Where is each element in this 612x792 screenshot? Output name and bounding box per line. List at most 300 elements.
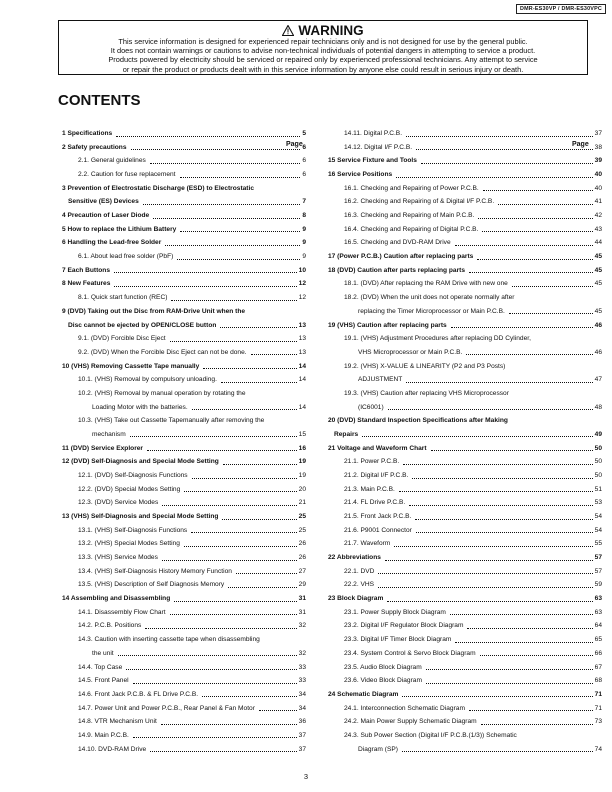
toc-dot-leader [416,148,593,150]
toc-entry-page: 64 [594,622,602,630]
page-number: 3 [303,772,309,781]
toc-dot-leader [126,668,296,670]
toc-entry[interactable] [92,648,306,659]
toc-entry-title: mechanism [92,430,126,438]
toc-dot-leader [378,572,592,574]
toc-entry-title: 24 Schematic Diagram [328,690,399,698]
toc-dot-leader [223,463,297,465]
toc-entry-title: 13.2. (VHS) Special Modes Setting [78,540,180,548]
toc-entry-title: 15 Service Fixture and Tools [328,157,417,165]
toc-entry[interactable] [92,429,306,440]
toc-entry[interactable] [344,579,602,590]
toc-entry-page: 26 [298,540,306,548]
toc-entry[interactable] [78,730,306,741]
toc-entry-page: 9 [302,225,306,233]
toc-entry[interactable] [328,320,602,331]
toc-dot-leader [406,135,593,137]
toc-entry[interactable] [344,675,602,686]
right-page-column-header: Page [572,141,589,148]
toc-entry[interactable] [328,443,602,454]
toc-entry-title: 18.2. (DVD) When the unit does not operate normally after [344,294,515,302]
toc-entry-page: 27 [298,567,306,575]
toc-dot-leader [162,504,296,506]
toc-entry-page: 37 [298,745,306,753]
toc-entry-title: 22 Abbreviations [328,554,381,562]
toc-entry[interactable] [78,634,306,645]
toc-entry-page: 67 [594,663,602,671]
toc-entry[interactable] [344,128,602,139]
toc-entry-title: 8 New Features [62,280,111,288]
toc-dot-leader [222,518,296,520]
toc-entry[interactable] [344,292,602,303]
toc-entry-page: 9 [302,239,306,247]
toc-entry-title: 16.4. Checking and Repairing of Digital P.C.B. [344,225,479,233]
toc-entry-title: 14.5. Front Panel [78,677,129,685]
toc-entry[interactable] [344,511,602,522]
toc-entry-page: 13 [298,348,306,356]
toc-dot-leader [147,449,297,451]
toc-entry-title: 16.2. Checking and Repairing of & Digital I/F P.C.B. [344,198,495,206]
toc-dot-leader [116,135,300,137]
toc-entry-title: 16 Service Positions [328,171,393,179]
toc-dot-leader [131,148,301,150]
toc-dot-leader [192,477,297,479]
toc-entry-title: 21.3. Main P.C.B. [344,485,395,493]
toc-entry-title: 6.1. About lead free solder (PbF) [78,253,174,261]
toc-entry[interactable] [78,716,306,727]
toc-entry-page: 68 [594,677,602,685]
toc-dot-leader [450,613,593,615]
toc-entry[interactable] [78,169,306,180]
toc-dot-leader [455,641,592,643]
toc-entry-title: Disc cannot be ejected by OPEN/CLOSE button [68,321,217,329]
toc-entry[interactable] [78,675,306,686]
toc-entry-page: 31 [298,608,306,616]
toc-dot-leader [259,709,297,711]
toc-entry-page: 71 [594,704,602,712]
toc-dot-leader [409,504,592,506]
toc-entry-title: 13.3. (VHS) Service Modes [78,554,158,562]
toc-entry-title: 10.3. (VHS) Take out Cassette Tapemanually after removing the [78,417,265,425]
toc-dot-leader [509,312,593,314]
toc-entry-page: 6 [302,171,306,179]
toc-entry-title: 23.5. Audio Block Diagram [344,663,422,671]
toc-entry[interactable] [344,525,602,536]
toc-entry-page: 45 [594,280,602,288]
toc-entry[interactable] [344,662,602,673]
toc-dot-leader [477,258,592,260]
toc-entry[interactable] [62,511,306,522]
toc-entry[interactable] [358,306,602,317]
toc-dot-leader [402,750,593,752]
toc-entry[interactable] [334,429,602,440]
toc-entry-page: 40 [594,171,602,179]
toc-entry[interactable] [358,347,602,358]
toc-entry-title: 10.1. (VHS) Removal by compulsory unloading. [78,376,217,384]
toc-entry[interactable] [68,196,306,207]
toc-entry-title: 18.1. (DVD) After replacing the RAM Drive with new one [344,280,508,288]
toc-entry-title: 14.12. Digital I/F P.C.B. [344,143,413,151]
toc-entry-title: 24.2. Main Power Supply Schematic Diagram [344,718,477,726]
toc-entry-page: 66 [594,649,602,657]
toc-entry-page: 46 [594,348,602,356]
toc-entry[interactable] [358,744,602,755]
toc-entry-title: 9.2. (DVD) When the Forcible Disc Eject can not be done. [78,348,247,356]
toc-entry[interactable] [328,169,602,180]
toc-dot-leader [469,709,593,711]
toc-entry[interactable] [78,620,306,631]
model-number-label: DMR-ES30VP / DMR-ES30VPC [516,4,606,14]
toc-entry[interactable] [344,538,602,549]
toc-entry-page: 19 [298,472,306,479]
toc-entry-page: 57 [594,567,602,575]
toc-dot-leader [165,244,300,246]
toc-entry-title: 7 Each Buttons [62,266,110,274]
toc-entry[interactable] [62,237,306,248]
toc-entry[interactable] [344,224,602,235]
toc-entry-page: 39 [594,157,602,165]
toc-entry-page: 32 [298,649,306,657]
toc-entry-page: 20 [298,485,306,493]
toc-dot-leader [406,381,592,383]
toc-dot-leader [415,518,592,520]
toc-entry-page: 74 [594,745,602,753]
toc-dot-leader [451,326,593,328]
toc-entry[interactable] [344,278,602,289]
toc-entry-page: 34 [298,690,306,698]
toc-dot-leader [184,490,296,492]
toc-entry[interactable] [78,497,306,508]
toc-entry-title: 14.2. P.C.B. Positions [78,622,142,630]
toc-dot-leader [403,463,592,465]
toc-entry[interactable] [78,607,306,618]
toc-entry-page: 12 [298,280,306,288]
toc-entry-title: 12.2. (DVD) Special Modes Setting [78,485,181,493]
toc-entry-title: 22.1. DVD [344,567,375,575]
toc-entry-page: 53 [594,499,602,507]
toc-dot-leader [478,217,592,219]
toc-entry-title: 2 Safety precautions [62,143,127,151]
toc-dot-leader [114,271,297,273]
toc-dot-leader [402,695,592,697]
toc-entry[interactable] [328,251,602,262]
toc-dot-leader [469,271,593,273]
toc-dot-leader [228,586,296,588]
toc-dot-leader [180,230,300,232]
toc-entry-title: 13.5. (VHS) Description of Self Diagnosis Memory [78,581,225,589]
toc-entry[interactable] [78,388,306,399]
toc-entry-page: 71 [594,690,602,698]
toc-entry-title: 19.3. (VHS) Caution after replacing VHS Microprocessor [344,389,509,397]
toc-entry[interactable] [344,497,602,508]
toc-dot-leader [251,353,297,355]
toc-entry-title: Sensitive (ES) Devices [68,198,139,206]
toc-entry-title: 8.1. Quick start function (REC) [78,294,168,302]
toc-entry[interactable] [78,333,306,344]
toc-dot-leader [396,176,593,178]
toc-entry-title: 12.3. (DVD) Service Modes [78,499,159,507]
warning-line-3: Products powered by electricity should be serviced or repaired only by experienced professional technicians. Any attempt to service [108,55,538,65]
toc-entry-page: 25 [298,526,306,534]
toc-entry-page: 50 [594,472,602,479]
toc-entry[interactable] [78,470,306,481]
toc-entry-title: 11 (DVD) Service Explorer [62,444,143,452]
toc-entry-page: 32 [298,622,306,630]
toc-entry-page: 14 [298,362,306,370]
toc-dot-leader [236,572,297,574]
toc-entry-title: 14.4. Top Case [78,663,123,671]
toc-entry[interactable] [344,388,602,399]
toc-entry-page: 41 [594,198,602,206]
toc-entry-title: 19.2. (VHS) X-VALUE & LINEARITY (P2 and P3 Posts) [344,362,506,370]
toc-entry-title: 21.5. Front Jack P.C.B. [344,513,412,521]
toc-entry[interactable] [78,484,306,495]
toc-entry[interactable] [62,183,306,194]
toc-entry-title: 23.1. Power Supply Block Diagram [344,608,446,616]
toc-entry[interactable] [78,155,306,166]
toc-entry-page: 29 [298,581,306,589]
toc-entry-title: 2.1. General guidelines [78,157,146,165]
warning-box [58,20,588,75]
toc-entry[interactable] [344,607,602,618]
contents-heading: CONTENTS [58,92,141,109]
toc-entry[interactable] [358,374,602,385]
toc-entry-title: 24.1. Interconnection Schematic Diagram [344,704,465,712]
toc-entry[interactable] [344,333,602,344]
toc-entry[interactable] [328,593,602,604]
toc-entry[interactable] [78,251,306,262]
toc-entry[interactable] [344,648,602,659]
toc-entry-page: 73 [594,718,602,726]
toc-dot-leader [174,600,296,602]
toc-entry-title: 14.6. Front Jack P.C.B. & FL Drive P.C.B. [78,690,199,698]
toc-entry[interactable] [78,538,306,549]
toc-dot-leader [480,654,593,656]
toc-entry[interactable] [328,552,602,563]
toc-entry-page: 46 [594,321,602,329]
toc-entry-title: 22.2. VHS [344,581,375,589]
toc-entry-page: 49 [594,430,602,438]
toc-entry[interactable] [62,224,306,235]
toc-entry[interactable] [78,292,306,303]
toc-entry[interactable] [62,265,306,276]
toc-entry[interactable] [62,306,306,317]
toc-entry-page: 12 [298,294,306,302]
toc-dot-leader [133,736,297,738]
toc-entry[interactable] [78,347,306,358]
toc-entry-page: 45 [594,266,602,274]
toc-dot-leader [203,367,296,369]
toc-entry[interactable] [62,128,306,139]
toc-entry-page: 19 [298,458,306,466]
toc-entry-page: 13 [298,321,306,329]
toc-entry-title: 10.2. (VHS) Removal by manual operation by rotating the [78,389,246,397]
toc-entry-title: 21 Voltage and Waveform Chart [328,444,427,452]
toc-entry-page: 25 [298,513,306,521]
toc-entry-title: 9 (DVD) Taking out the Disc from RAM-Drive Unit when the [62,307,246,315]
toc-entry[interactable] [62,142,306,153]
toc-entry[interactable] [344,470,602,481]
toc-dot-leader [412,477,592,479]
toc-entry-page: 42 [594,212,602,220]
toc-entry-title: 21.7. Waveform [344,540,391,548]
toc-entry[interactable] [358,402,602,413]
toc-entry-title: ADJUSTMENT [358,376,403,384]
toc-entry-page: 7 [302,198,306,206]
toc-entry-page: 26 [298,554,306,562]
toc-entry-page: 34 [298,704,306,712]
toc-entry-title: 21.4. FL Drive P.C.B. [344,499,406,507]
toc-dot-leader [481,723,593,725]
toc-entry[interactable] [344,716,602,727]
toc-entry[interactable] [328,415,602,426]
toc-dot-leader [483,189,593,191]
toc-entry[interactable] [78,566,306,577]
toc-entry[interactable] [344,361,602,372]
toc-entry-title: 14.10. DVD-RAM Drive [78,745,147,753]
toc-entry[interactable] [328,689,602,700]
warning-line-1: This service information is designed for experienced repair technicians only and is not designed for use by the general public. [118,37,528,46]
toc-entry[interactable] [344,703,602,714]
toc-entry[interactable] [78,525,306,536]
toc-entry-page: 38 [594,143,602,151]
toc-entry-page: 63 [594,608,602,616]
toc-dot-leader [455,244,593,246]
toc-entry[interactable] [78,415,306,426]
toc-entry[interactable] [62,593,306,604]
toc-entry[interactable] [344,634,602,645]
toc-entry[interactable] [78,689,306,700]
toc-entry-title: 19.1. (VHS) Adjustment Procedures after replacing DD Cylinder, [344,335,531,343]
toc-entry-page: 51 [594,485,602,493]
toc-entry-title: 14 Assembling and Disassembling [62,595,171,603]
toc-entry[interactable] [344,210,602,221]
toc-entry[interactable] [344,237,602,248]
toc-entry[interactable] [78,374,306,385]
toc-dot-leader [394,545,592,547]
toc-entry-title: 23.2. Digital I/F Regulator Block Diagram [344,622,464,630]
toc-entry[interactable] [344,566,602,577]
toc-dot-leader [170,613,297,615]
toc-dot-leader [161,723,297,725]
toc-entry-page: 33 [298,663,306,671]
toc-dot-leader [482,230,592,232]
toc-dot-leader [512,285,593,287]
toc-entry-page: 21 [298,499,306,507]
toc-dot-leader [145,627,296,629]
toc-dot-leader [466,353,592,355]
toc-entry-page: 47 [594,376,602,384]
toc-entry-page: 40 [594,184,602,192]
toc-entry[interactable] [344,456,602,467]
warning-line-4: or repair the product or products dealt with in this service information by anyone else could result in serious injury or death. [122,64,524,74]
toc-entry-title: the unit [92,649,114,657]
toc-entry-title: 21.6. P9001 Connector [344,526,412,534]
toc-dot-leader [202,695,297,697]
toc-entry-title: 12.1. (DVD) Self-Diagnosis Functions [78,472,188,479]
toc-entry-page: 44 [594,239,602,247]
toc-entry-page: 48 [594,403,602,411]
toc-entry-page: 6 [302,143,306,151]
toc-entry-page: 54 [594,513,602,521]
toc-entry[interactable] [68,320,306,331]
toc-entry-page: 10 [298,266,306,274]
toc-entry-page: 14 [298,376,306,384]
toc-entry[interactable] [344,620,602,631]
toc-entry[interactable] [62,361,306,372]
toc-entry-page: 50 [594,444,602,452]
toc-dot-leader [467,627,592,629]
toc-dot-leader [220,326,296,328]
toc-entry[interactable] [78,662,306,673]
toc-entry-page: 37 [298,731,306,739]
toc-dot-leader [416,531,593,533]
toc-entry[interactable] [328,155,602,166]
toc-dot-leader [191,531,296,533]
toc-dot-leader [171,299,296,301]
toc-dot-leader [177,258,300,260]
toc-entry-page: 57 [594,554,602,562]
toc-dot-leader [184,545,297,547]
toc-entry-title: Loading Motor with the batteries. [92,403,188,411]
toc-entry-title: 14.7. Power Unit and Power P.C.B., Rear Panel & Fan Motor [78,704,255,712]
toc-entry[interactable] [344,183,602,194]
toc-entry[interactable] [344,484,602,495]
toc-dot-leader [498,203,593,205]
toc-dot-leader [431,449,593,451]
toc-entry-page: 9 [302,253,306,261]
toc-dot-leader [150,162,301,164]
toc-entry[interactable] [62,443,306,454]
toc-entry-title: 14.9. Main P.C.B. [78,731,129,739]
toc-entry[interactable] [92,402,306,413]
toc-dot-leader [362,435,592,437]
toc-entry-page: 37 [594,130,602,137]
toc-entry-page: 43 [594,225,602,233]
toc-entry-title: 10 (VHS) Removing Cassette Tape manually [62,362,200,370]
toc-entry[interactable] [344,142,602,153]
toc-dot-leader [426,682,593,684]
toc-entry[interactable] [78,552,306,563]
toc-entry-page: 14 [298,403,306,411]
toc-entry[interactable] [62,456,306,467]
toc-entry-page: 6 [302,157,306,165]
toc-entry-title: VHS Microprocessor or Main P.C.B. [358,348,463,356]
toc-entry-page: 65 [594,636,602,644]
toc-entry[interactable] [62,278,306,289]
toc-dot-leader [385,559,593,561]
toc-entry[interactable] [344,730,602,741]
toc-entry[interactable] [344,196,602,207]
toc-entry-title: 1 Specifications [62,130,113,137]
toc-entry[interactable] [78,703,306,714]
toc-entry[interactable] [62,210,306,221]
toc-entry-page: 13 [298,335,306,343]
toc-dot-leader [192,408,297,410]
toc-entry-page: 63 [594,595,602,603]
toc-dot-leader [426,668,593,670]
toc-entry[interactable] [78,744,306,755]
toc-entry-title: 21.2. Digital I/F P.C.B. [344,472,409,479]
toc-entry[interactable] [328,265,602,276]
toc-entry[interactable] [78,579,306,590]
toc-entry-title: 9.1. (DVD) Forcible Disc Eject [78,335,166,343]
toc-entry-page: 59 [594,581,602,589]
toc-dot-leader [221,381,297,383]
toc-entry-page: 50 [594,458,602,466]
toc-dot-leader [388,408,593,410]
toc-entry-title: 6 Handling the Lead-free Solder [62,239,162,247]
